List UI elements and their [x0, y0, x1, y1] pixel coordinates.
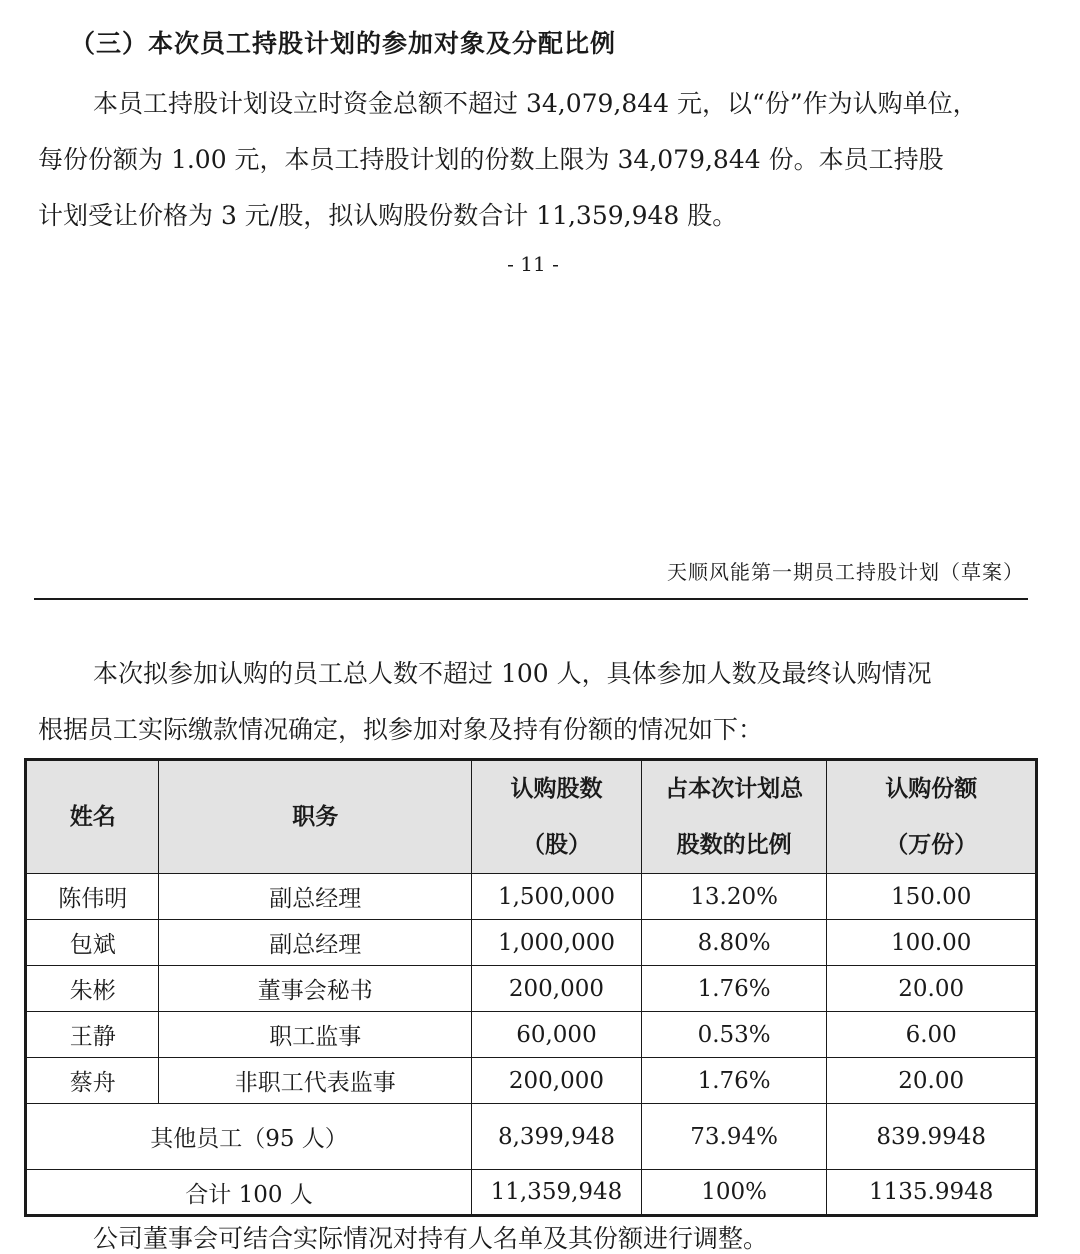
cell-shares: 200,000: [472, 966, 642, 1012]
cell-position: 董事会秘书: [159, 966, 472, 1012]
cell-shares: 8,399,948: [472, 1104, 642, 1170]
cell-position: 非职工代表监事: [159, 1058, 472, 1104]
table-row-total: [26, 1170, 1037, 1216]
cell-ratio: 1.76%: [641, 966, 827, 1012]
header-shares-line1: 认购股数: [510, 776, 603, 802]
running-header: 天顺风能第一期员工持股计划（草案）: [667, 560, 1024, 584]
header-shares: [472, 760, 642, 874]
cell-name: 王静: [26, 1012, 159, 1058]
cell-name: 蔡舟: [26, 1058, 159, 1104]
cell-position: 副总经理: [159, 920, 472, 966]
cell-shares: 200,000: [472, 1058, 642, 1104]
header-amount-line2: （万份）: [885, 832, 978, 858]
cell-name: 包斌: [26, 920, 159, 966]
table-row: [26, 1012, 1037, 1058]
cell-ratio: 1.76%: [641, 1058, 827, 1104]
paragraph-fund-total: [38, 76, 1048, 244]
header-divider: [34, 598, 1028, 600]
paragraph-participants: [38, 646, 1048, 758]
cell-amount: 1135.9948: [827, 1170, 1037, 1216]
cell-ratio: 73.94%: [641, 1104, 827, 1170]
cell-shares: 1,000,000: [472, 920, 642, 966]
header-position: 职务: [159, 760, 472, 874]
header-name: 姓名: [26, 760, 159, 874]
paragraph-line: 本次拟参加认购的员工总人数不超过 100 人，具体参加人数及最终认购情况: [93, 659, 932, 688]
paragraph-line: 每份份额为 1.00 元，本员工持股计划的份数上限为 34,079,844 份。本员工持股: [38, 145, 944, 174]
cutoff-text-line: [38, 1218, 1048, 1253]
cell-total-label: 合计 100 人: [26, 1170, 472, 1216]
table-row: [26, 874, 1037, 920]
cutoff-text: 公司董事会可结合实际情况对持有人名单及其份额进行调整。: [93, 1224, 769, 1253]
page-number: - 11 -: [507, 252, 559, 276]
cell-ratio: 13.20%: [641, 874, 827, 920]
cell-ratio: 8.80%: [641, 920, 827, 966]
allocation-table: [24, 758, 1038, 1217]
paragraph-line: 根据员工实际缴款情况确定，拟参加对象及持有份额的情况如下：: [38, 715, 764, 744]
cell-position: 职工监事: [159, 1012, 472, 1058]
header-amount-line1: 认购份额: [885, 776, 978, 802]
cell-amount: 100.00: [827, 920, 1037, 966]
header-ratio: [641, 760, 827, 874]
cell-amount: 839.9948: [827, 1104, 1037, 1170]
cell-amount: 150.00: [827, 874, 1037, 920]
cell-ratio: 0.53%: [641, 1012, 827, 1058]
header-amount: [827, 760, 1037, 874]
header-shares-line2: （股）: [521, 832, 591, 858]
table-header-row: [26, 760, 1037, 874]
table-row: [26, 920, 1037, 966]
cell-amount: 20.00: [827, 1058, 1037, 1104]
paragraph-line: 计划受让价格为 3 元/股，拟认购股份数合计 11,359,948 股。: [38, 201, 738, 230]
cell-amount: 20.00: [827, 966, 1037, 1012]
cell-shares: 60,000: [472, 1012, 642, 1058]
cell-shares: 11,359,948: [472, 1170, 642, 1216]
section-heading: （三）本次员工持股计划的参加对象及分配比例: [70, 29, 617, 58]
cell-ratio: 100%: [641, 1170, 827, 1216]
table-row: [26, 966, 1037, 1012]
header-ratio-line2: 股数的比例: [676, 832, 792, 858]
cell-position: 副总经理: [159, 874, 472, 920]
cell-name: 陈伟明: [26, 874, 159, 920]
cell-name: 朱彬: [26, 966, 159, 1012]
paragraph-line: 本员工持股计划设立时资金总额不超过 34,079,844 元，以“份”作为认购单位，: [93, 89, 978, 118]
cell-shares: 1,500,000: [472, 874, 642, 920]
header-ratio-line1: 占本次计划总: [665, 776, 804, 802]
cell-others-label: 其他员工（95 人）: [26, 1104, 472, 1170]
cell-amount: 6.00: [827, 1012, 1037, 1058]
table-row: [26, 1058, 1037, 1104]
table-row-others: [26, 1104, 1037, 1170]
